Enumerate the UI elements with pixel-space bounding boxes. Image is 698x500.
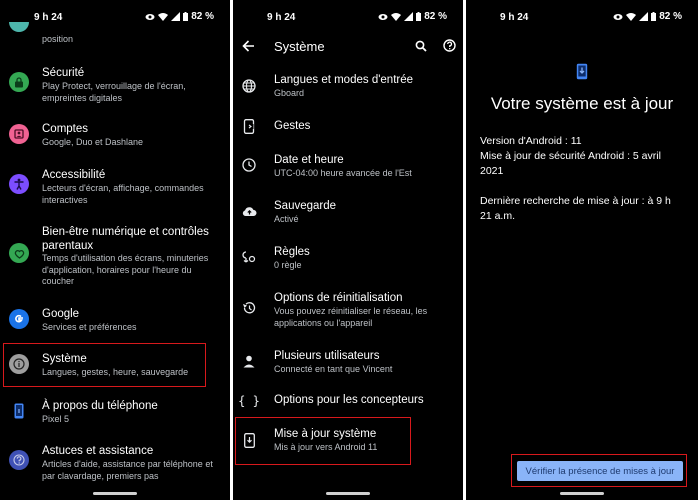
system-item-subtitle: Mis à jour vers Android 11 <box>274 442 378 452</box>
system-item-date-heure[interactable] <box>233 150 463 184</box>
update-panel <box>466 0 698 500</box>
settings-item-google[interactable] <box>0 305 230 339</box>
settings-item-subtitle: Articles d'aide, assistance par téléphone et par clavardage, premiers pas <box>42 459 213 481</box>
security-patch-level: Mise à jour de sécurité Android : 5 avril 2021 <box>480 150 661 177</box>
signal-icon <box>404 12 413 21</box>
settings-item-subtitle: Services et préférences <box>42 322 137 332</box>
settings-item-subtitle: Pixel 5 <box>42 414 70 424</box>
check-updates-button[interactable]: Vérifier la présence de mises à jour <box>517 461 683 481</box>
update-status-title: Votre système est à jour <box>490 94 674 113</box>
settings-panel <box>0 0 230 500</box>
settings-item-a-propos[interactable] <box>0 397 230 431</box>
app-bar <box>233 34 463 60</box>
highlight-box <box>3 343 206 387</box>
gesture-phone-icon <box>241 118 257 134</box>
settings-item-securite[interactable] <box>0 64 230 108</box>
eye-icon <box>378 13 388 21</box>
system-item-subtitle: Gboard <box>274 88 305 98</box>
settings-item-title: Google <box>42 308 80 320</box>
last-check-time: Dernière recherche de mise à jour : à 9 h 21 a.m. <box>480 195 671 222</box>
battery-icon <box>416 12 421 21</box>
settings-item-subtitle: Langues, gestes, heure, sauvegarde <box>42 367 189 377</box>
settings-item-subtitle: position <box>42 34 74 44</box>
google-icon <box>9 309 29 329</box>
settings-item-title: À propos du téléphone <box>42 400 158 412</box>
settings-item-accessibilite[interactable] <box>0 166 230 210</box>
help-icon[interactable] <box>443 39 456 52</box>
system-item-title: Langues et modes d'entrée <box>274 74 414 86</box>
settings-item-bien-etre[interactable] <box>0 223 230 289</box>
wifi-icon <box>158 12 168 21</box>
settings-item-title: Sécurité <box>42 67 85 79</box>
back-arrow-icon[interactable] <box>242 40 255 52</box>
settings-item-title: Astuces et assistance <box>42 445 154 457</box>
gesture-nav-bar[interactable] <box>93 492 137 495</box>
system-panel <box>233 0 463 500</box>
system-item-title: Date et heure <box>274 154 344 166</box>
eye-icon <box>613 13 623 21</box>
settings-item-title: Bien-être numérique et contrôles parentaux <box>42 226 209 252</box>
system-item-subtitle: UTC-04:00 heure avancée de l'Est <box>274 168 412 178</box>
system-item-concepteurs[interactable] <box>233 390 463 414</box>
lock-icon <box>9 72 29 92</box>
battery-icon <box>651 12 656 21</box>
settings-item-location[interactable] <box>0 22 230 46</box>
person-icon <box>241 353 257 369</box>
clock-icon <box>241 157 257 173</box>
status-time: 9 h 24 <box>267 12 296 23</box>
status-icons <box>378 11 447 22</box>
system-item-subtitle: Activé <box>274 214 299 224</box>
system-update-icon <box>576 63 588 80</box>
system-item-title: Plusieurs utilisateurs <box>274 350 380 362</box>
status-bar <box>466 0 698 34</box>
cloud-upload-icon <box>241 203 257 219</box>
history-icon <box>241 300 257 316</box>
settings-item-subtitle: Temps d'utilisation des écrans, minuteries d'application, horaires pour l'heure du coucher <box>42 253 209 286</box>
battery-level: 82 % <box>659 11 682 22</box>
settings-item-subtitle: Lecteurs d'écran, affichage, commandes interactives <box>42 183 204 205</box>
wellbeing-icon <box>9 243 29 263</box>
battery-icon <box>183 12 188 21</box>
signal-icon <box>171 12 180 21</box>
account-icon <box>9 124 29 144</box>
system-item-utilisateurs[interactable] <box>233 346 463 380</box>
system-item-subtitle: Connecté en tant que Vincent <box>274 364 393 374</box>
highlight-box <box>511 454 687 487</box>
status-time: 9 h 24 <box>34 12 63 23</box>
braces-icon: { } <box>238 394 260 408</box>
gesture-nav-bar[interactable] <box>560 492 604 495</box>
help-icon <box>9 450 29 470</box>
system-item-sauvegarde[interactable] <box>233 196 463 230</box>
search-icon[interactable] <box>415 40 427 52</box>
page-title: Système <box>274 39 325 54</box>
wifi-icon <box>391 12 401 21</box>
settings-item-comptes[interactable] <box>0 120 230 154</box>
phone-icon <box>9 401 29 421</box>
system-item-title: Mise à jour système <box>274 428 377 440</box>
globe-icon <box>241 78 257 94</box>
accessibility-icon <box>9 174 29 194</box>
system-item-title: Options pour les concepteurs <box>274 394 424 406</box>
system-item-regles[interactable] <box>233 242 463 276</box>
system-item-reinitialisation[interactable] <box>233 288 463 334</box>
settings-item-title: Accessibilité <box>42 169 106 181</box>
settings-item-title: Système <box>42 353 87 365</box>
system-item-subtitle: 0 règle <box>274 260 302 270</box>
wifi-icon <box>626 12 636 21</box>
system-item-title: Gestes <box>274 120 311 132</box>
highlight-box <box>235 417 411 465</box>
gesture-nav-bar[interactable] <box>326 492 370 495</box>
battery-level: 82 % <box>191 11 214 22</box>
status-icons <box>613 11 682 22</box>
system-item-langues[interactable] <box>233 70 463 104</box>
battery-level: 82 % <box>424 11 447 22</box>
system-item-title: Options de réinitialisation <box>274 292 403 304</box>
eye-icon <box>145 13 155 21</box>
settings-item-astuces[interactable] <box>0 442 230 486</box>
status-bar <box>233 0 463 34</box>
android-version: Version d'Android : 11 <box>480 135 582 147</box>
system-item-gestes[interactable] <box>233 112 463 140</box>
status-icons <box>145 11 214 22</box>
system-item-title: Règles <box>274 246 310 258</box>
system-item-title: Sauvegarde <box>274 200 337 212</box>
settings-item-title: Comptes <box>42 123 89 135</box>
system-item-subtitle: Vous pouvez réinitialiser le réseau, les applications ou l'appareil <box>274 306 428 328</box>
location-icon <box>9 22 29 32</box>
settings-item-subtitle: Play Protect, verrouillage de l'écran, empreintes digitales <box>42 81 186 103</box>
signal-icon <box>639 12 648 21</box>
rules-icon <box>241 249 257 265</box>
settings-item-subtitle: Google, Duo et Dashlane <box>42 137 144 147</box>
status-time: 9 h 24 <box>500 12 529 23</box>
